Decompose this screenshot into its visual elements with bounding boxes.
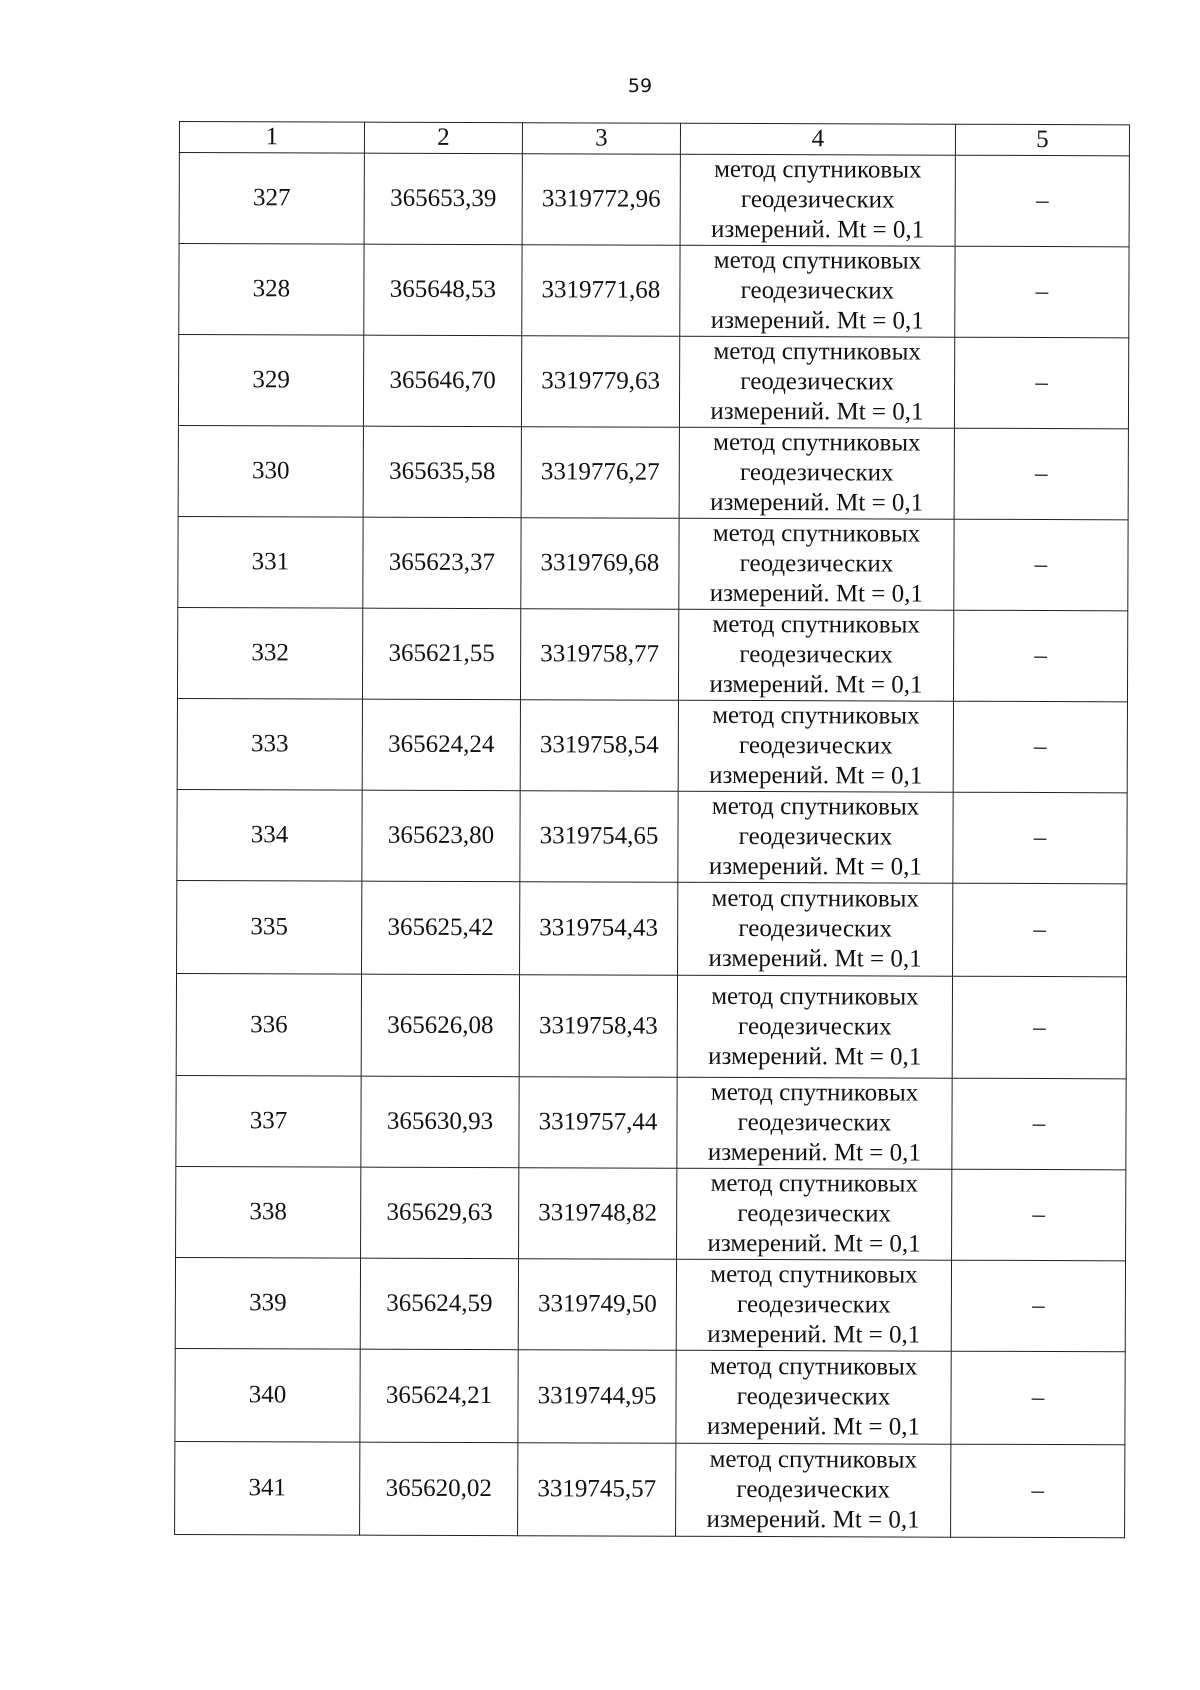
method-line: геодезических [737,1199,892,1228]
method-line: геодезических [738,822,893,851]
method-line: измерений. Mt = 0,1 [710,488,924,517]
table-row [176,973,1126,1078]
y-coordinate-cell: 3319749,50 [518,1259,676,1351]
point-number-cell: 331 [178,516,363,608]
point-number-cell: 329 [178,335,363,427]
note-cell: – [951,1351,1125,1445]
point-number-cell: 334 [177,789,362,881]
method-line: метод спутниковых [711,884,920,913]
point-number-cell: 335 [177,880,362,974]
method-cell [680,154,955,246]
y-coordinate-cell: 3319744,95 [518,1350,676,1444]
header-col-3: 3 [522,123,680,155]
method-cell [676,1259,951,1351]
header-col-2: 2 [364,122,522,154]
method-line: измерений. Mt = 0,1 [709,670,923,699]
note-cell: – [952,976,1126,1079]
note-cell: – [954,428,1128,520]
method-line: метод спутниковых [712,701,920,730]
x-coordinate-cell: 365629,63 [361,1167,519,1259]
x-coordinate-cell: 365648,53 [364,244,522,336]
note-cell: – [955,155,1129,247]
method-cell [677,1168,952,1260]
point-number-cell: 340 [175,1348,360,1442]
method-line: геодезических [738,731,893,760]
method-line: измерений. Mt = 0,1 [708,852,922,881]
method-line: геодезических [737,1108,892,1137]
method-line: измерений. Mt = 0,1 [709,761,923,790]
x-coordinate-cell: 365630,93 [361,1076,519,1168]
note-cell: – [954,519,1128,611]
header-row [179,122,1129,156]
x-coordinate-cell: 365620,02 [360,1442,518,1536]
y-coordinate-cell: 3319779,63 [521,336,679,428]
method-line: измерений. Mt = 0,1 [710,397,924,426]
method-line: метод спутниковых [714,155,922,184]
table-row [176,1166,1126,1260]
method-line: метод спутниковых [709,1352,918,1381]
x-coordinate-cell: 365623,80 [362,790,520,882]
y-coordinate-cell: 3319776,27 [521,427,679,519]
method-line: метод спутниковых [709,1445,918,1474]
method-line: измерений. Mt = 0,1 [708,944,922,973]
table-row [178,516,1128,610]
y-coordinate-cell: 3319771,68 [522,245,680,337]
y-coordinate-cell: 3319757,44 [519,1077,677,1169]
method-cell [677,975,952,1078]
y-coordinate-cell: 3319758,43 [519,975,677,1078]
method-cell [677,1077,952,1169]
note-cell: – [953,701,1127,793]
header-col-4: 4 [680,123,955,155]
method-cell [679,336,954,428]
method-line: геодезических [740,276,895,305]
y-coordinate-cell: 3319754,65 [520,791,678,883]
point-number-cell: 337 [176,1075,361,1167]
method-line: измерений. Mt = 0,1 [706,1412,921,1441]
method-cell [676,1443,951,1537]
method-line: измерений. Mt = 0,1 [707,1320,921,1349]
method-line: измерений. Mt = 0,1 [707,1229,921,1258]
method-line: геодезических [738,914,893,943]
point-number-cell: 330 [178,425,363,517]
method-cell [678,882,953,976]
x-coordinate-cell: 365623,37 [363,517,521,609]
method-line: метод спутниковых [713,246,922,275]
method-line: метод спутниковых [710,1078,919,1107]
method-cell [679,427,954,519]
method-line: измерений. Mt = 0,1 [708,1042,922,1071]
y-coordinate-cell: 3319772,96 [522,154,680,246]
point-number-cell: 336 [176,973,361,1076]
coordinates-table [174,121,1130,1538]
table-row [178,425,1128,519]
point-number-cell: 338 [176,1166,361,1258]
table-row [179,153,1129,247]
method-line: метод спутниковых [710,1260,918,1289]
y-coordinate-cell: 3319769,68 [521,518,679,610]
method-line: метод спутниковых [710,1169,919,1198]
note-cell: – [953,883,1127,977]
method-line: метод спутниковых [711,982,919,1011]
x-coordinate-cell: 365624,24 [362,699,520,791]
table-header [179,122,1129,156]
method-line: геодезических [736,1382,891,1411]
method-line: измерений. Mt = 0,1 [706,1505,920,1534]
method-line: измерений. Mt = 0,1 [711,215,925,244]
y-coordinate-cell: 3319758,54 [520,700,678,792]
method-line: измерений. Mt = 0,1 [709,579,923,608]
note-cell: – [952,1169,1126,1261]
method-line: метод спутниковых [712,610,920,639]
method-cell [678,700,953,792]
method-line: метод спутниковых [713,337,921,366]
table-row [175,1257,1125,1351]
method-cell [680,245,955,337]
note-cell: – [951,1444,1125,1538]
point-number-cell: 339 [175,1257,360,1349]
note-cell: – [952,1078,1126,1170]
point-number-cell: 341 [175,1441,360,1535]
note-cell: – [951,1260,1125,1352]
x-coordinate-cell: 365624,21 [360,1349,518,1443]
method-line: геодезических [740,185,895,214]
x-coordinate-cell: 365624,59 [360,1258,518,1350]
method-line: геодезических [739,640,893,669]
table-body [175,153,1130,1538]
note-cell: – [955,246,1129,338]
point-number-cell: 328 [179,244,364,336]
method-line: метод спутниковых [711,792,920,821]
point-number-cell: 332 [177,607,362,699]
table-row [175,1441,1125,1537]
method-line: измерений. Mt = 0,1 [710,306,924,335]
table-row [175,1348,1125,1444]
y-coordinate-cell: 3319745,57 [518,1443,676,1537]
method-line: измерений. Mt = 0,1 [707,1138,921,1167]
point-number-cell: 327 [179,153,364,245]
method-line: геодезических [739,458,894,487]
method-line: метод спутниковых [712,519,921,548]
method-line: геодезических [737,1290,891,1319]
page-number: 59 [627,75,653,97]
method-line: геодезических [738,1012,892,1040]
point-number-cell: 333 [177,698,362,790]
method-cell [678,791,953,883]
method-line: геодезических [736,1475,891,1504]
x-coordinate-cell: 365626,08 [361,974,519,1077]
method-cell [679,518,954,610]
header-col-5: 5 [955,124,1129,156]
method-cell [678,609,953,701]
table-row [179,244,1129,338]
table-row [177,880,1127,976]
header-col-1: 1 [179,122,364,154]
table-row [177,698,1127,792]
x-coordinate-cell: 365621,55 [362,608,520,700]
note-cell: – [953,610,1127,702]
table-row [178,335,1128,429]
x-coordinate-cell: 365635,58 [363,426,521,518]
y-coordinate-cell: 3319758,77 [520,609,678,701]
table-row [176,1075,1126,1169]
table-row [177,789,1127,883]
note-cell: – [954,337,1128,429]
table-row [177,607,1127,701]
y-coordinate-cell: 3319748,82 [519,1168,677,1260]
method-line: геодезических [739,549,894,578]
x-coordinate-cell: 365646,70 [363,335,521,427]
y-coordinate-cell: 3319754,43 [520,882,678,976]
method-line: геодезических [740,367,894,396]
method-line: метод спутниковых [713,428,921,457]
x-coordinate-cell: 365625,42 [362,881,520,975]
note-cell: – [953,792,1127,884]
method-cell [676,1350,951,1444]
x-coordinate-cell: 365653,39 [364,153,522,245]
